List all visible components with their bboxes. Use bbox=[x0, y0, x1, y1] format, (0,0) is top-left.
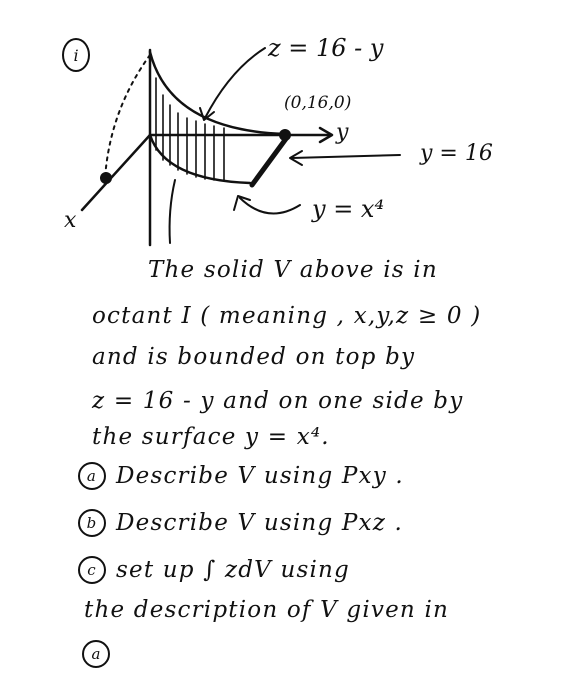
point-label: (0,16,0) bbox=[284, 93, 352, 113]
question-b bbox=[78, 509, 403, 537]
plane-label: y = 16 bbox=[420, 141, 493, 166]
statement-line-4: z = 16 - y and on one side by bbox=[92, 388, 464, 414]
question-b-badge: b bbox=[78, 509, 106, 537]
curve-label: y = x⁴ bbox=[312, 195, 385, 223]
statement-line-3: and is bounded on top by bbox=[92, 344, 416, 370]
final-label-badge: a bbox=[82, 640, 110, 668]
question-a bbox=[78, 462, 404, 490]
statement-line-1: The solid V above is in bbox=[148, 257, 438, 283]
question-c-badge: c bbox=[78, 556, 106, 584]
statement-line-2: octant I ( meaning , x,y,z ≥ 0 ) bbox=[92, 303, 482, 329]
statement-line-5: the surface y = x⁴. bbox=[92, 424, 330, 450]
question-b-text: Describe V using Pxz . bbox=[116, 510, 404, 536]
surface-label: z = 16 - y bbox=[268, 34, 384, 62]
question-c-text: set up ∫ zdV using bbox=[116, 557, 350, 583]
question-c bbox=[78, 556, 350, 584]
question-a-text: Describe V using Pxy . bbox=[116, 463, 404, 489]
question-a-badge: a bbox=[78, 462, 106, 490]
axis-x-label: x bbox=[64, 208, 77, 233]
axis-y-label: y bbox=[336, 120, 349, 145]
question-c-continued: the description of V given in bbox=[84, 597, 450, 623]
part-label-badge: i bbox=[62, 38, 90, 72]
